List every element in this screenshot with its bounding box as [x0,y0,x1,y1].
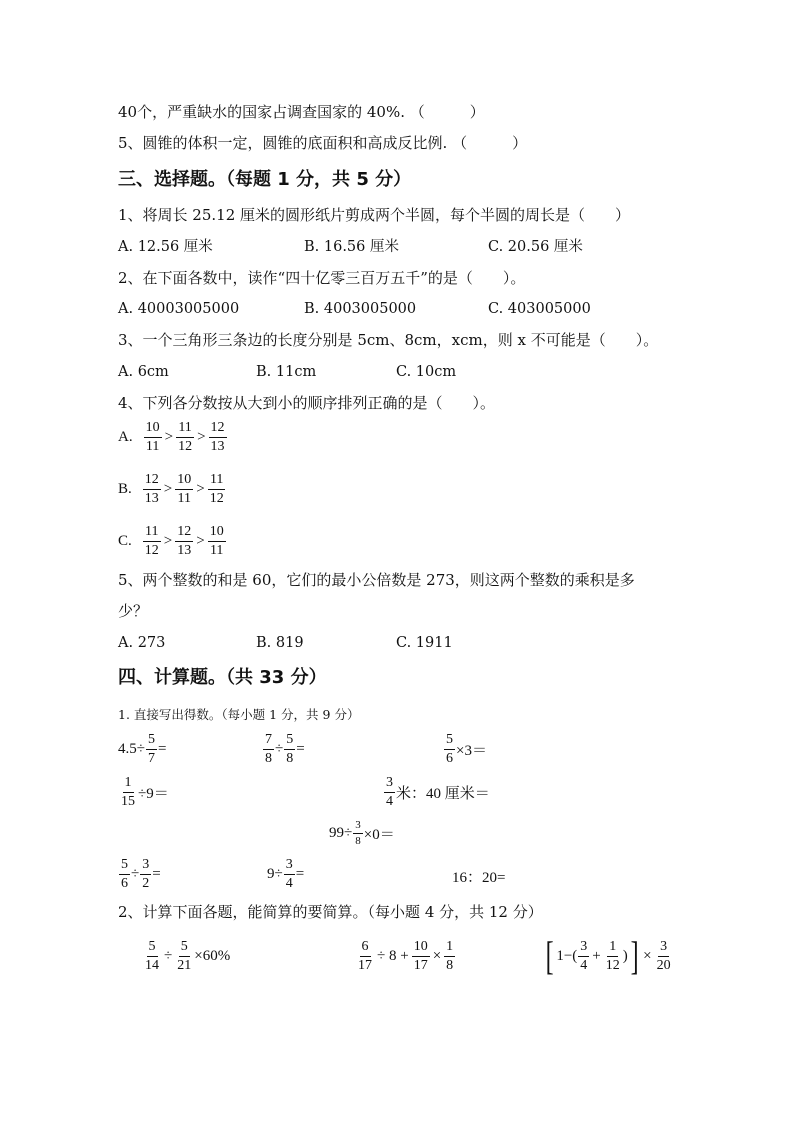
q2-option-b: B. 4003005000 [304,301,417,317]
fraction: $\frac{1}{12}$ [605,938,620,973]
q4-option-c [118,525,227,558]
fraction: $\frac{5}{7}$ [147,732,155,766]
q2-option-a: A. 40003005000 [118,301,240,317]
fraction: $\frac{3}{4}$ [580,938,588,973]
q3-option-b: B. 11cm [256,364,317,380]
calc-expression-2: $\frac{7}{8}$ ÷ $\frac{5}{8}$ = [265,732,305,766]
fraction: $\frac{5}{6}$ [121,857,128,891]
greater-than-sign: > [197,429,206,445]
fraction: $\frac{10}{11}$ [177,472,192,506]
greater-than-sign: > [164,429,174,445]
question-5-text: 5、两个整数的和是 60，它们的最小公倍数是 273，则这两个整数的乘积是多 [118,571,635,589]
question-2-text: 2、在下面各数中，读作“四十亿零三百万五千”的是（ ）。 [118,269,526,287]
calc-expression-6: 99÷ $\frac{3}{8}$ ×0＝ [329,819,395,847]
q5-option-b: B. 819 [256,635,304,651]
fraction: $\frac{3}{2}$ [142,857,150,891]
statement-line-5: 5、圆锥的体积一定，圆锥的底面积和高成反比例. （ ） [118,134,528,152]
fraction: $\frac{12}{13}$ [210,420,225,454]
calc-expression-3: $\frac{5}{6}$ ×3＝ [446,732,487,766]
left-bracket: [ [545,933,554,978]
q5-option-a: A. 273 [118,635,166,651]
fraction: $\frac{3}{20}$ [656,938,671,973]
q4-option-b [118,473,227,506]
fraction: $\frac{6}{17}$ [358,939,372,973]
q1-option-a: A. 12.56 厘米 [118,239,213,255]
q1-option-c: C. 20.56 厘米 [488,239,583,255]
fraction: $\frac{10}{11}$ [209,524,224,558]
fraction: $\frac{12}{13}$ [177,524,192,558]
q1-option-b: B. 16.56 厘米 [304,239,399,255]
fraction: $\frac{3}{8}$ [355,819,361,847]
calc-expression-8: 9÷ $\frac{3}{4}$ = [267,857,305,891]
greater-than-sign: > [196,533,205,549]
fraction: $\frac{5}{6}$ [446,732,453,766]
section-3-title: 三、选择题。（每题 1 分，共 5 分） [118,169,412,190]
fraction: $\frac{7}{8}$ [265,732,272,766]
q3-option-a: A. 6cm [118,364,169,380]
calc-problem-1: $\frac{5}{14}$ ÷ $\frac{5}{21}$ ×60% [145,939,231,973]
q2-option-c: C. 403005000 [488,301,591,317]
fraction: $\frac{1}{8}$ [446,939,454,973]
calc-expression-5: $\frac{3}{4}$ 米：40 厘米＝ [386,775,490,809]
fraction: $\frac{12}{13}$ [144,472,159,506]
q4-option-b-label: B. [118,481,132,497]
fraction: $\frac{11}{12}$ [178,420,193,454]
q4-option-a [118,421,228,454]
greater-than-sign: > [163,481,173,497]
fraction: $\frac{5}{21}$ [177,939,192,973]
q5-option-c: C. 1911 [396,635,453,651]
fraction: $\frac{5}{14}$ [145,939,159,973]
q4-option-c-label: C. [118,533,132,549]
section-4-title: 四、计算题。（共 33 分） [118,667,327,688]
statement-line-1: 40个，严重缺水的国家占调查国家的 40%. （ ） [118,103,485,121]
right-bracket: ] [630,933,639,978]
calc-expression-4: $\frac{1}{15}$ ÷9＝ [121,775,169,809]
part-2-title: 2、计算下面各题，能简算的要简算。（每小题 4 分，共 12 分） [118,903,543,921]
calc-expression-7: $\frac{5}{6}$ ÷ $\frac{3}{2}$ = [121,857,161,891]
question-1-text: 1、将周长 25.12 厘米的圆形纸片剪成两个半圆，每个半圆的周长是（ ） [118,206,631,224]
fraction: $\frac{3}{4}$ [285,857,293,891]
fraction: $\frac{10}{17}$ [413,939,428,973]
fraction: $\frac{11}{12}$ [209,472,224,506]
fraction: $\frac{10}{11}$ [145,420,160,454]
fraction: $\frac{5}{8}$ [286,732,294,766]
q4-option-a-label: A. [118,429,133,445]
calc-expression-1: 4.5÷ $\frac{5}{7}$ = [118,732,167,766]
fraction: $\frac{11}{12}$ [144,524,159,558]
question-5-text-cont: 少？ [118,602,149,620]
greater-than-sign: > [163,533,173,549]
fraction: $\frac{3}{4}$ [386,775,393,809]
q3-option-c: C. 10cm [396,364,457,380]
fraction: $\frac{1}{15}$ [121,775,135,809]
calc-problem-3: [ 1−( $\frac{3}{4}$ + $\frac{1}{12}$ ) ] × $\frac{3}{20}$ [545,933,671,978]
calc-problem-2: $\frac{6}{17}$ ÷ 8 + $\frac{10}{17}$ × $\frac{1}{8}$ [358,939,454,973]
question-4-text: 4、下列各分数按从大到小的顺序排列正确的是（ ）。 [118,394,496,412]
greater-than-sign: > [196,481,205,497]
calc-expression-9: 16：20= [452,870,506,886]
part-1-title: 1. 直接写出得数。（每小题 1 分，共 9 分） [118,707,360,722]
question-3-text: 3、一个三角形三条边的长度分别是 5cm、8cm，xcm，则 x 不可能是（ ）。 [118,331,659,349]
